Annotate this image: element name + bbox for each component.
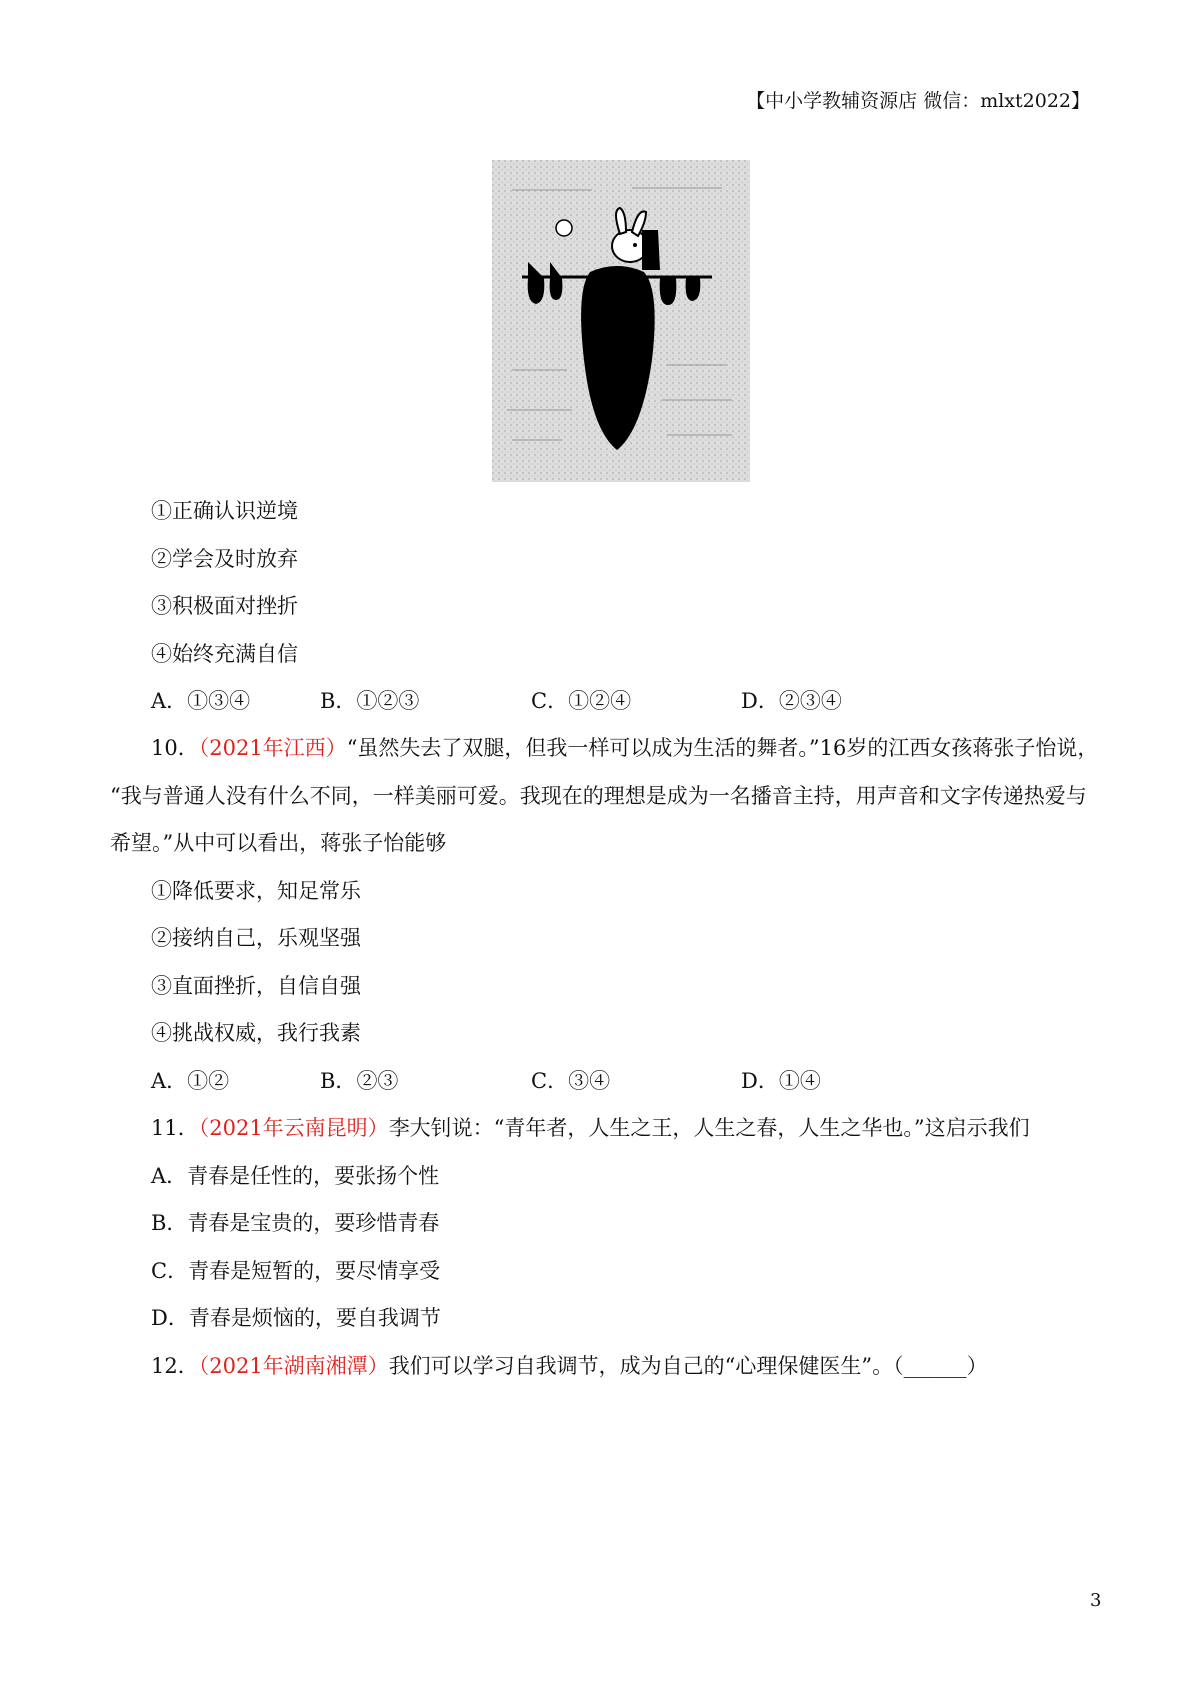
option-letter: D． [741, 1069, 779, 1093]
option-letter: C． [531, 1069, 569, 1093]
q10-option-c[interactable] [531, 1067, 610, 1095]
option-letter: C． [531, 689, 569, 713]
q11-option-b[interactable] [151, 1209, 439, 1237]
question-source: （2021年湖南湘潭） [198, 1354, 389, 1378]
q10-option-d[interactable] [741, 1067, 821, 1095]
q10-option-a[interactable] [151, 1067, 229, 1095]
q11-option-d[interactable] [151, 1304, 441, 1332]
option-text: ①②④ [568, 689, 632, 713]
q9-option-b[interactable] [320, 687, 419, 715]
option-letter: A． [151, 1069, 188, 1093]
option-text: ①④ [778, 1069, 821, 1093]
option-letter: A． [151, 689, 188, 713]
carrot-rabbit-illustration [492, 160, 750, 482]
option-letter: B． [151, 1211, 188, 1235]
stem-text: 我们可以学习自我调节，成为自己的“心理保健医生”。（______） [388, 1354, 988, 1378]
q9-option-d[interactable] [741, 687, 842, 715]
q9-statement-1: ①正确认识逆境 [151, 499, 298, 523]
option-letter: B． [320, 689, 357, 713]
q9-statement-3: ③积极面对挫折 [151, 594, 298, 618]
page-number: 3 [1090, 1590, 1102, 1611]
question-number: 10． [151, 736, 199, 760]
option-text: 青春是任性的，要张扬个性 [187, 1164, 440, 1188]
q10-statement-2: ②接纳自己，乐观坚强 [151, 926, 361, 950]
option-text: ①②③ [356, 689, 420, 713]
q10-statement-1: ①降低要求，知足常乐 [151, 879, 361, 903]
header-note: 【中小学教辅资源店 微信：mlxt2022】 [746, 90, 1090, 112]
question-source: （2021年江西） [198, 736, 347, 760]
q12-stem [151, 1352, 988, 1380]
q10-option-b[interactable] [320, 1067, 398, 1095]
q11-option-c[interactable] [151, 1257, 440, 1285]
option-text: ③④ [568, 1069, 611, 1093]
q10-stem-line-3: 希望。”从中可以看出，蒋张子怡能够 [110, 831, 447, 855]
q11-option-a[interactable] [151, 1162, 439, 1190]
question-number: 12． [151, 1354, 199, 1378]
question-source: （2021年云南昆明） [198, 1116, 389, 1140]
q10-statement-4: ④挑战权威，我行我素 [151, 1021, 361, 1045]
option-letter: D． [741, 689, 779, 713]
option-letter: A． [151, 1164, 188, 1188]
option-letter: C． [151, 1259, 189, 1283]
q10-statement-3: ③直面挫折，自信自强 [151, 974, 361, 998]
q9-statement-4: ④始终充满自信 [151, 642, 298, 666]
option-text: ②③④ [778, 689, 842, 713]
option-text: 青春是宝贵的，要珍惜青春 [187, 1211, 440, 1235]
q10-stem-line-1 [151, 734, 1098, 762]
option-text: ①② [187, 1069, 230, 1093]
stem-text: 李大钊说：“青年者，人生之王，人生之春，人生之华也。”这启示我们 [388, 1116, 1030, 1140]
q9-option-a[interactable] [151, 687, 250, 715]
question-number: 11． [151, 1116, 199, 1140]
q9-option-c[interactable] [531, 687, 631, 715]
option-text: ②③ [356, 1069, 399, 1093]
q10-stem-line-2: “我与普通人没有什么不同，一样美丽可爱。我现在的理想是成为一名播音主持，用声音和文字传递热爱与 [110, 784, 1087, 808]
option-text: 青春是烦恼的，要自我调节 [188, 1306, 441, 1330]
option-text: 青春是短暂的，要尽情享受 [188, 1259, 441, 1283]
option-text: ①③④ [187, 689, 251, 713]
q11-stem [151, 1114, 1030, 1142]
stem-text: “虽然失去了双腿，但我一样可以成为生活的舞者。”16岁的江西女孩蒋张子怡说， [346, 736, 1099, 760]
option-letter: D． [151, 1306, 189, 1330]
option-letter: B． [320, 1069, 357, 1093]
q9-statement-2: ②学会及时放弃 [151, 547, 298, 571]
